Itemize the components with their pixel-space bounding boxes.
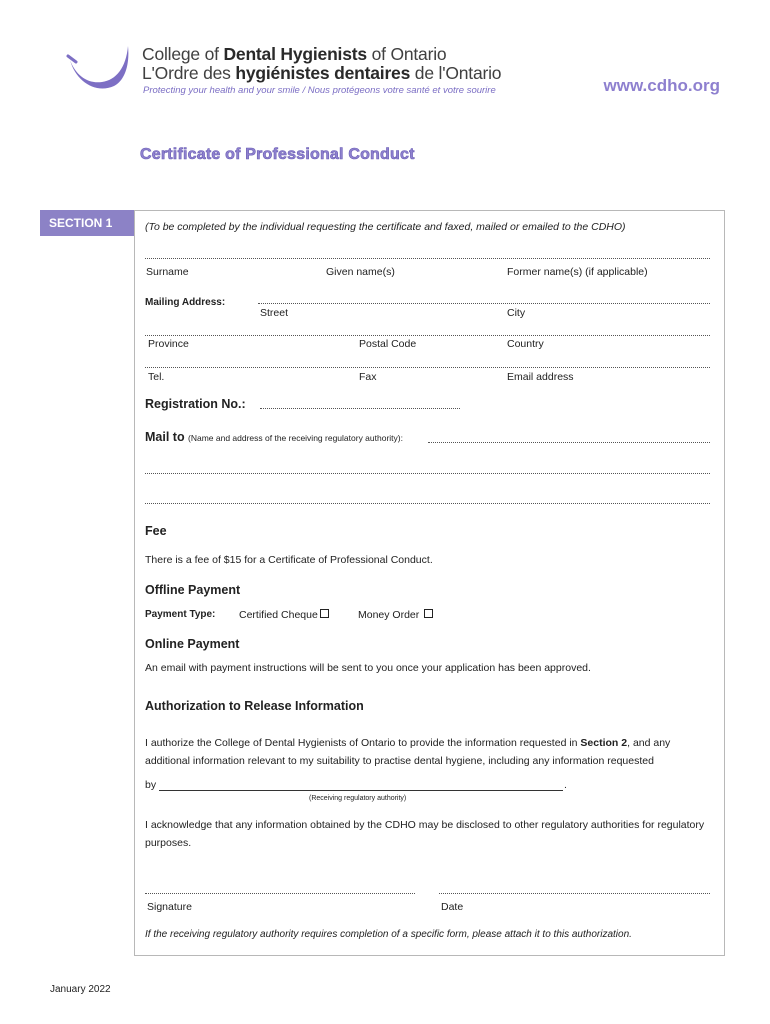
tagline: Protecting your health and your smile / Nous protégeons votre santé et votre sourire (143, 85, 496, 96)
former-names-label: Former name(s) (if applicable) (507, 266, 648, 278)
org-name-en: College of Dental Hygienists of Ontario (142, 44, 447, 64)
mail-to-note: (Name and address of the receiving regulatory authority): (188, 433, 403, 443)
section-instruction: (To be completed by the individual requesting the certificate and faxed, mailed or emailed to the CDHO) (145, 221, 626, 233)
acknowledge-line-2: purposes. (145, 837, 192, 849)
name-line[interactable] (145, 258, 710, 259)
email-label: Email address (507, 371, 574, 383)
receiving-authority-line[interactable] (159, 790, 563, 791)
authorization-line-1: I authorize the College of Dental Hygienists of Ontario to provide the information requested in Section 2, and any (145, 737, 671, 749)
certified-cheque-label: Certified Cheque (239, 609, 318, 621)
signature-line[interactable] (145, 893, 415, 894)
surname-label: Surname (146, 266, 189, 278)
section-tab: SECTION 1 (40, 210, 134, 236)
registration-label: Registration No.: (145, 397, 246, 411)
fee-heading: Fee (145, 524, 167, 538)
cdho-logo-icon (66, 42, 134, 96)
by-label: by (145, 779, 157, 791)
postal-code-label: Postal Code (359, 338, 417, 350)
date-label: Date (441, 901, 464, 913)
website-link[interactable]: www.cdho.org (603, 76, 720, 95)
province-line[interactable] (145, 335, 710, 336)
attach-form-note: If the receiving regulatory authority requires completion of a specific form, please attach it to this authorization. (145, 929, 632, 940)
province-label: Province (148, 338, 189, 350)
mail-to-line-2[interactable] (145, 473, 710, 474)
signature-label: Signature (147, 901, 192, 913)
money-order-checkbox[interactable] (424, 609, 433, 618)
by-period: . (564, 779, 567, 791)
fee-text: There is a fee of $15 for a Certificate of Professional Conduct. (145, 554, 433, 566)
acknowledge-line-1: I acknowledge that any information obtained by the CDHO may be disclosed to other regulatory authorities for regulatory (145, 819, 705, 831)
city-label: City (507, 307, 526, 319)
mailing-address-label: Mailing Address: (145, 297, 226, 308)
page-title: Certificate of Professional Conduct (140, 146, 415, 163)
fax-label: Fax (359, 371, 377, 383)
certified-cheque-checkbox[interactable] (320, 609, 329, 618)
registration-line[interactable] (260, 408, 460, 409)
offline-payment-heading: Offline Payment (145, 583, 241, 597)
org-name-fr: L'Ordre des hygiénistes dentaires de l'Ontario (142, 63, 502, 83)
contact-line[interactable] (145, 367, 710, 368)
street-label: Street (260, 307, 289, 319)
date-line[interactable] (439, 893, 710, 894)
country-label: Country (507, 338, 544, 350)
authorization-line-2: additional information relevant to my suitability to practise dental hygiene, including any information requested (145, 755, 654, 767)
mail-to-label: Mail to (145, 430, 185, 444)
footer-date: January 2022 (50, 984, 111, 995)
mail-to-line-1[interactable] (428, 442, 710, 443)
online-payment-heading: Online Payment (145, 637, 240, 651)
street-line[interactable] (258, 303, 710, 304)
mail-to-line-3[interactable] (145, 503, 710, 504)
money-order-label: Money Order (358, 609, 420, 621)
receiving-authority-caption: (Receiving regulatory authority) (309, 795, 407, 802)
authorization-heading: Authorization to Release Information (145, 699, 364, 713)
payment-type-label: Payment Type: (145, 609, 216, 620)
tel-label: Tel. (148, 371, 165, 383)
online-payment-text: An email with payment instructions will be sent to you once your application has been approved. (145, 662, 591, 674)
given-names-label: Given name(s) (326, 266, 395, 278)
